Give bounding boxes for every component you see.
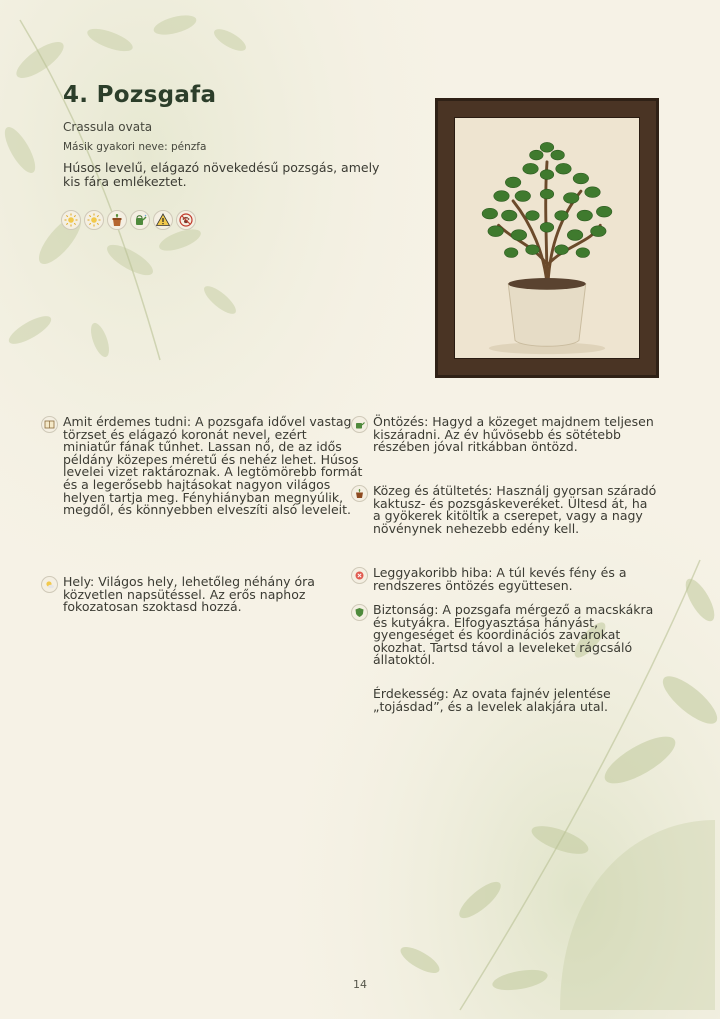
soil-pot-icon	[351, 485, 368, 502]
warning-icon	[153, 210, 173, 230]
fact-section	[373, 688, 658, 713]
pot-icon	[107, 210, 127, 230]
plant-description: Húsos levelű, elágazó növekedésű pozsgás, amely kis fára emlékeztet.	[63, 160, 380, 189]
soil-text: Közeg és átültetés: Használj gyorsan száradó kaktusz- és pozsgáskeveréket. Ültesd át, ha a gyökerek kitöltik a cserepet, vagy a nagy növénynek nehezebb edény kell.	[373, 483, 657, 536]
other-name: Másik gyakori neve: pénzfa	[63, 141, 207, 153]
sun-icon	[84, 210, 104, 230]
shield-icon	[351, 604, 368, 621]
latin-name: Crassula ovata	[63, 120, 153, 134]
mistake-section	[373, 567, 658, 592]
mistake-text: Leggyakoribb hiba: A túl kevés fény és a rendszeres öntözés együttesen.	[373, 565, 627, 593]
watering-can-icon	[130, 210, 150, 230]
about-text: Amit érdemes tudni: A pozsgafa idővel vastag törzset és elágazó koronát nevel, ezért miniatűr fának tűnhet. Lassan nő, de az idős példány közepes méretű és nehéz lehet. Húsos levelei vizet raktároznak. A legtömörebb formát és a legerősebb hajtásokat nagyon világos helyen tartja meg. Fényhiányban megnyúlik, megdől, és könnyebben elveszíti alsó leveleit.	[63, 414, 363, 518]
watering-text: Öntözés: Hagyd a közeget majdnem teljesen kiszáradni. Az év hűvösebb és sötétebb részében jóval ritkábban öntözd.	[373, 414, 654, 455]
fact-text: Érdekesség: Az ovata fajnév jelentése „tojásdad”, és a levelek alakjára utal.	[373, 686, 611, 714]
location-section	[63, 576, 333, 614]
mistake-icon	[351, 567, 368, 584]
location-text: Hely: Világos hely, lehetőleg néhány óra közvetlen napsütéssel. Az erős naphoz fokozatosan szoktasd hozzá.	[63, 574, 315, 615]
paw-icon	[176, 210, 196, 230]
page-number: 14	[353, 978, 367, 991]
safety-text: Biztonság: A pozsgafa mérgező a macskákra és kutyákra. Elfogyasztása hányást, gyengeséget és koordinációs zavarokat okozhat. Tartsd távol a leveleket rágcsáló állatoktól.	[373, 602, 654, 668]
plant-picture-frame	[435, 98, 659, 378]
jade-plant-illustration	[454, 117, 640, 359]
sun-icon	[61, 210, 81, 230]
safety-section	[373, 604, 658, 667]
info-book-icon	[41, 416, 58, 433]
sun-cloud-icon	[41, 576, 58, 593]
watering-can-icon	[351, 416, 368, 433]
care-icons	[61, 210, 196, 230]
page-title: 4. Pozsgafa	[63, 82, 217, 108]
watering-section	[373, 416, 658, 454]
about-section	[63, 416, 363, 517]
soil-section	[373, 485, 658, 535]
